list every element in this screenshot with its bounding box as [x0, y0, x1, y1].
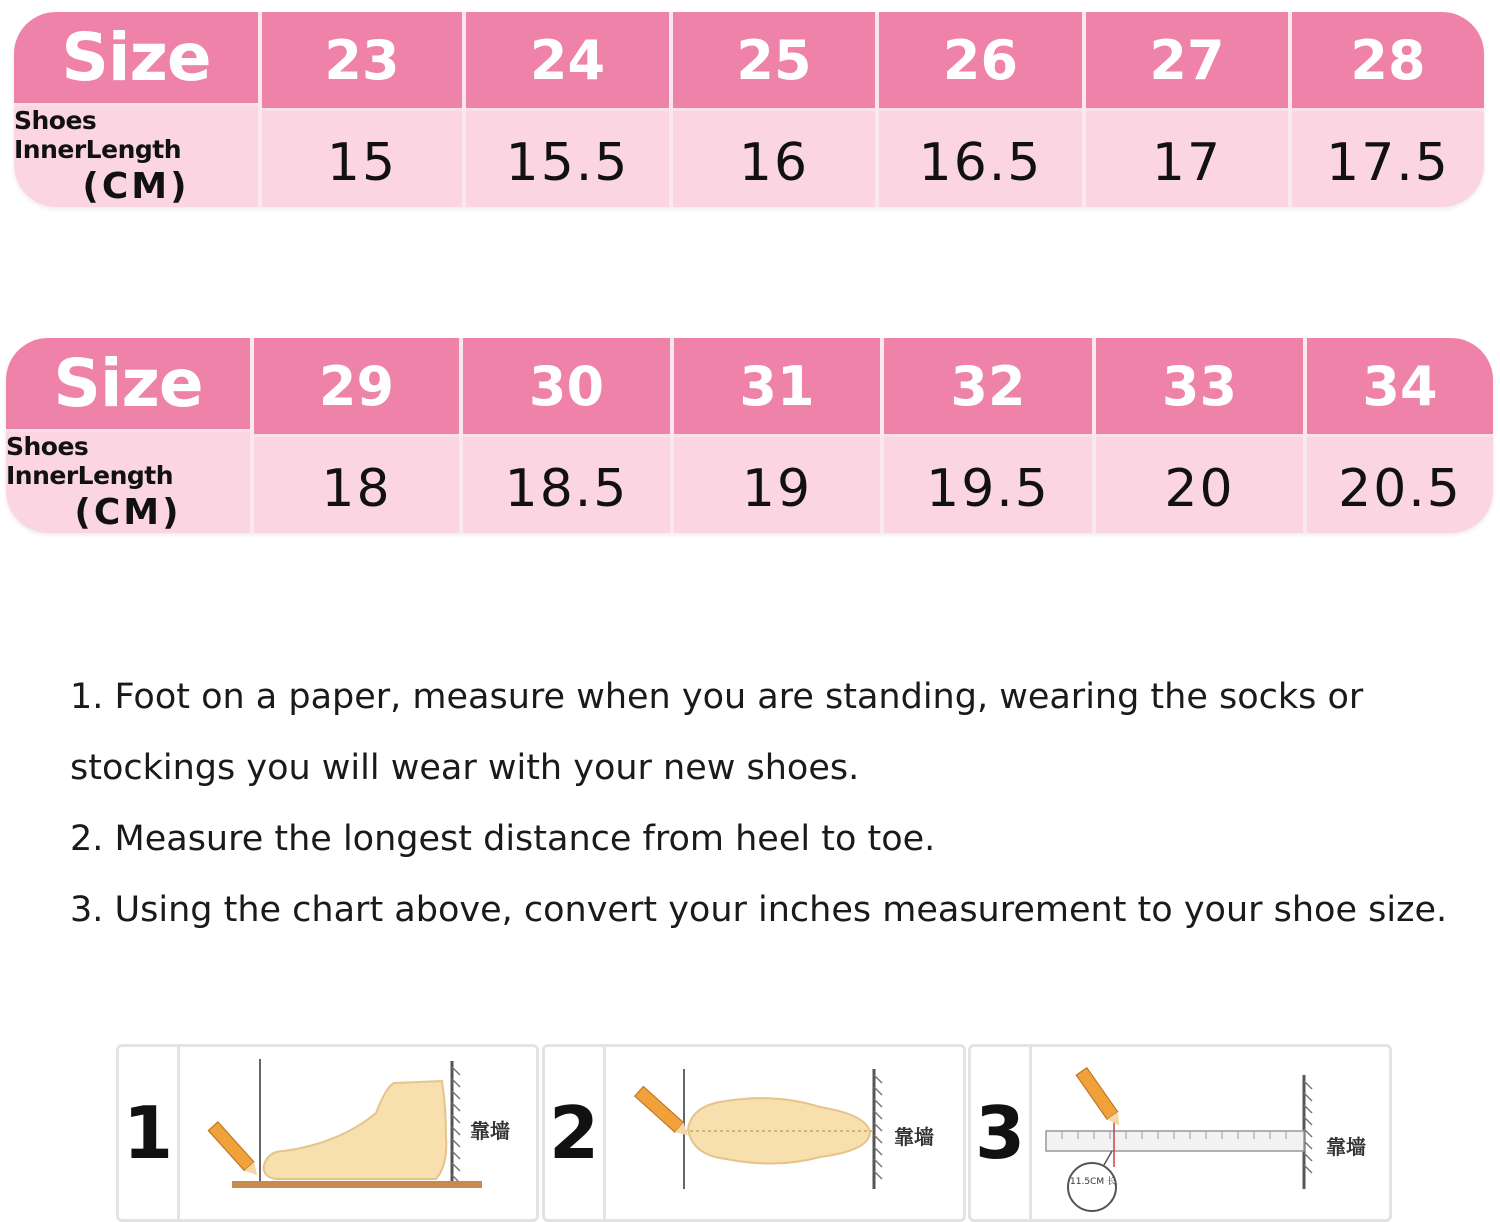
size-column	[250, 338, 459, 533]
size-column	[258, 12, 462, 207]
size-value: 23	[262, 12, 462, 111]
size-header-label: Size	[14, 12, 258, 106]
size-column	[669, 12, 875, 207]
size-header-label: Size	[6, 338, 250, 432]
size-value: 28	[1292, 12, 1484, 111]
size-value: 34	[1307, 338, 1493, 437]
length-value: 20.5	[1307, 437, 1493, 533]
length-value: 16	[673, 111, 875, 207]
header-column	[6, 338, 250, 533]
size-value: 24	[466, 12, 669, 111]
size-value: 29	[254, 338, 459, 437]
measuring-instructions	[70, 662, 1480, 946]
length-value: 15	[262, 111, 462, 207]
size-column	[1288, 12, 1484, 207]
instruction-line: 2. Measure the longest distance from heel to toe.	[70, 819, 936, 859]
length-unit: (CM)	[74, 492, 182, 533]
size-value: 27	[1086, 12, 1288, 111]
step-panel-3	[968, 1044, 1392, 1222]
size-column	[875, 12, 1082, 207]
size-column	[670, 338, 880, 533]
size-column	[1092, 338, 1303, 533]
wall-label: 靠墙	[1326, 1135, 1366, 1159]
size-column	[1303, 338, 1493, 533]
instruction-line: 3. Using the chart above, convert your inches measurement to your shoe size.	[70, 890, 1448, 930]
instruction-line: 1. Foot on a paper, measure when you are standing, wearing the socks or	[70, 677, 1364, 717]
ruler-measure-icon	[1032, 1047, 1389, 1219]
length-value: 18	[254, 437, 459, 533]
size-value: 33	[1096, 338, 1303, 437]
length-value: 20	[1096, 437, 1303, 533]
measurement-badge: 11.5CM 长	[1070, 1177, 1116, 1187]
size-value: 32	[884, 338, 1092, 437]
size-value: 25	[673, 12, 875, 111]
size-column	[459, 338, 670, 533]
foot-top-view-icon	[606, 1047, 963, 1219]
length-label: Shoes InnerLength	[14, 106, 182, 164]
length-value: 15.5	[466, 111, 669, 207]
length-value: 19	[674, 437, 880, 533]
header-column	[14, 12, 258, 207]
length-value: 17.5	[1292, 111, 1484, 207]
size-column	[880, 338, 1092, 533]
step-number: 2	[545, 1047, 606, 1219]
size-chart-table-2	[6, 338, 1493, 533]
foot-side-view-icon	[180, 1047, 536, 1219]
length-unit: (CM)	[82, 166, 190, 207]
size-column	[1082, 12, 1288, 207]
size-chart-table-1	[14, 12, 1484, 207]
length-value: 17	[1086, 111, 1288, 207]
step-number: 1	[119, 1047, 180, 1219]
step-panel-2	[542, 1044, 966, 1222]
instruction-line: stockings you will wear with your new shoes.	[70, 748, 860, 788]
wall-label: 靠墙	[894, 1125, 934, 1149]
size-value: 26	[879, 12, 1082, 111]
size-column	[462, 12, 669, 207]
size-value: 31	[674, 338, 880, 437]
length-value: 19.5	[884, 437, 1092, 533]
length-value: 16.5	[879, 111, 1082, 207]
size-value: 30	[463, 338, 670, 437]
step-panel-1	[116, 1044, 539, 1222]
length-header	[6, 432, 250, 533]
step-number: 3	[971, 1047, 1032, 1219]
length-header	[14, 106, 258, 207]
length-label: Shoes InnerLength	[6, 432, 174, 490]
length-value: 18.5	[463, 437, 670, 533]
wall-label: 靠墙	[470, 1119, 510, 1143]
